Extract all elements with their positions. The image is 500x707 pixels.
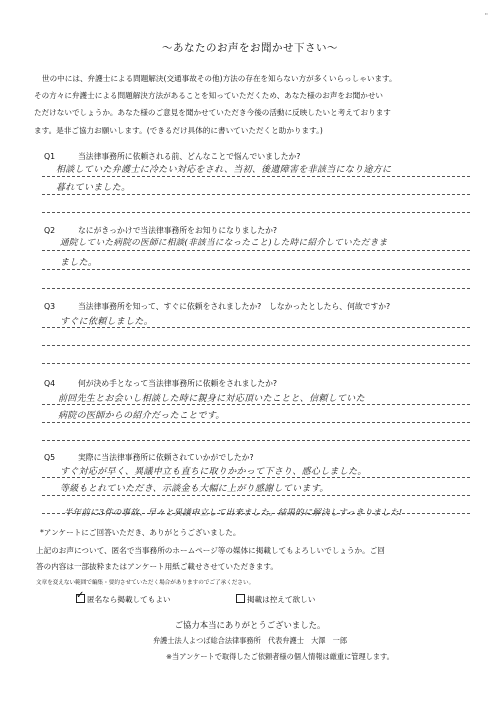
question-text: なにがきっかけで当法律事務所をお知りになりましたか? (78, 226, 278, 235)
question-number: Q1 (44, 152, 56, 161)
answer-line: すぐ対応が早く、異議申立も直ちに取りかかって下さり、感心しました。 (60, 467, 367, 477)
closing-message: ご協力本当にありがとうございました。 (174, 620, 326, 630)
thanks-line: *アンケートにご回答いただき、ありがとうございました。 (40, 528, 241, 537)
answer-rule (42, 288, 470, 289)
answer-line: 相談していた弁護士に冷たい対応をされ、当初、後遺障害を非該当になり途方に (56, 165, 392, 175)
question-number: Q2 (44, 226, 56, 235)
answer-line: ました。 (60, 258, 98, 268)
firm-signature: 弁護士法人よつば総合法律事務所 代表弁護士 大澤 一郎 (152, 636, 348, 645)
question-number: Q4 (44, 379, 56, 388)
answer-rule (42, 440, 470, 441)
intro-line: その方々に弁護士による問題解決方法があることを知っていただくため、あなた様のお声をお聞かせい (34, 91, 384, 101)
answer-rule (42, 269, 470, 270)
answer-rule (42, 363, 470, 364)
question-text: 実際に当法律事務所に依頼されていかがでしたか? (78, 453, 254, 462)
question-number: Q3 (44, 302, 56, 311)
corner-mark: " (484, 12, 488, 20)
intro-line: 世の中には、弁護士による問題解決(交通事故その他)方法の存在を知らない方が多くいらっしゃいます。 (42, 74, 397, 83)
intro-line: ただけないでしょうか。あなた様のご意見を聞かせていただき今後の活動に反映したいと考えております (34, 108, 391, 118)
answer-rule (42, 404, 470, 405)
question-text: 当法律事務所を知って、すぐに依頼をされましたか? しなかったとしたら、何故ですか? (78, 302, 391, 311)
answer-line: すぐに依頼しました。 (60, 317, 154, 327)
question-number: Q5 (44, 453, 56, 462)
checkbox-icon[interactable] (236, 594, 245, 603)
question-text: 当法律事務所に依頼される前、どんなことで悩んでいましたか? (78, 152, 301, 161)
question-3 (44, 301, 390, 312)
answer-rule (42, 194, 470, 195)
answer-line: 病院の医師からの紹介だったことです。 (58, 411, 225, 421)
answer-rule (42, 477, 470, 478)
option-label: 掲載は控えて欲しい (247, 595, 316, 604)
answer-line: 前回先生とお会いし相談した時に親身に対応頂いたことと、信頼していた (58, 394, 365, 404)
checked-box-icon[interactable] (76, 594, 85, 603)
publish-option-decline[interactable] (236, 594, 315, 605)
intro-line: ます。是非ご協力お願いします。(できるだけ具体的に書いていただくと助かります。) (34, 125, 323, 135)
publish-option-anonymous[interactable] (76, 594, 171, 605)
answer-rule (42, 327, 470, 328)
question-5 (44, 452, 254, 463)
answer-rule (42, 212, 470, 213)
option-label: 匿名なら掲載してもよい (87, 595, 171, 604)
answer-rule (42, 176, 470, 177)
page-title: 〜あなたのお声をお聞かせ下さい〜 (162, 42, 338, 54)
question-1 (44, 151, 300, 162)
answer-line: 暮れていました。 (56, 183, 131, 193)
answer-rule (42, 422, 470, 423)
answer-line: 通院していた病院の医師に相談(非該当になったこと)した時に紹介していただきま (60, 238, 388, 248)
question-4 (44, 378, 277, 389)
question-text: 何が決め手となって当法律事務所に依頼をされましたか? (78, 379, 278, 388)
consent-line: 答の内容は一部抜粋またはアンケート用紙ご載せさせていただきます。 (36, 562, 278, 571)
privacy-note: ※当アンケートで取得したご依頼者様の個人情報は厳重に管理します。 (166, 652, 394, 661)
edit-note: 文章を変えない範囲で編集・要約させていただく場合がありますのでご了承ください。 (36, 580, 255, 586)
answer-rule (42, 495, 470, 496)
consent-line: 上記のお声について、匿名で当事務所のホームページ等の媒体に掲載してもよろしいでしょうか。ご回 (36, 546, 385, 555)
answer-rule (42, 250, 470, 251)
intro-paragraph (34, 70, 470, 139)
question-2 (44, 225, 277, 236)
answer-line: 等級もとれていただき、示談金も大幅に上がり感謝しています。 (60, 484, 329, 494)
extra-handwritten-note: 半年前に3件の事故、早々と異議申立して出来ました。結果的に解決しすっきりました! (64, 507, 403, 517)
answer-rule (42, 345, 470, 346)
